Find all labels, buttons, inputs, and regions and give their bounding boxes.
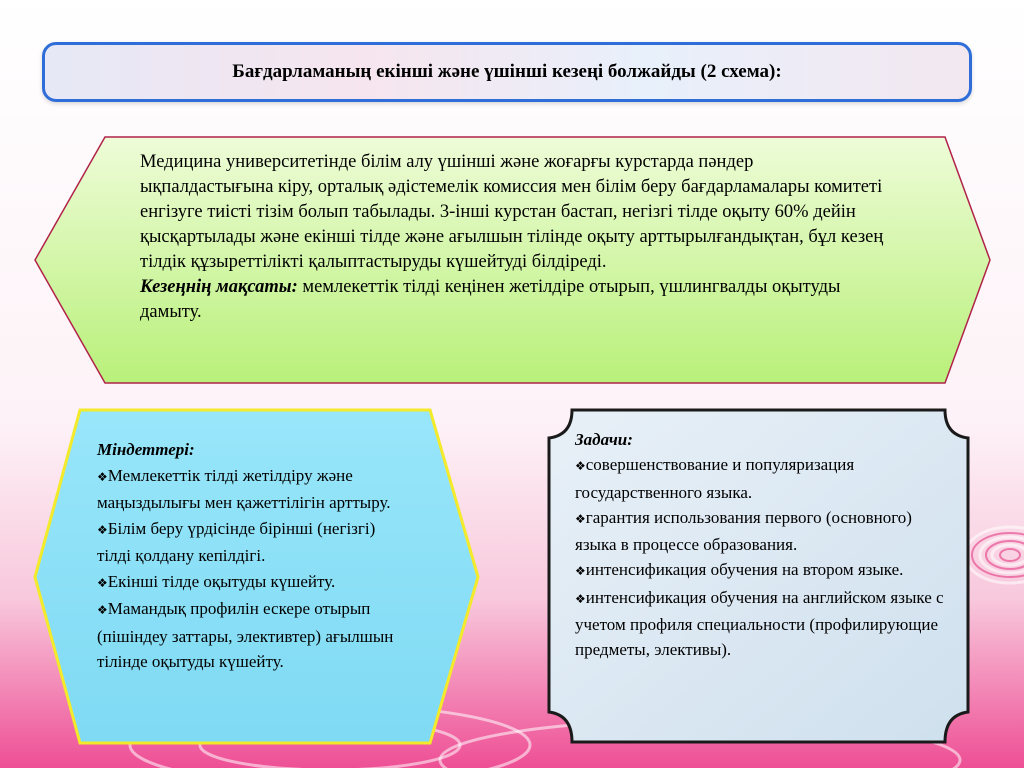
diamond-bullet-icon: ❖ [575, 564, 586, 579]
tasks-ru-block [575, 427, 945, 663]
list-item-text: Мемлекеттік тілді жетілдіру және маңыздылығы мен қажеттілігін арттыру. [97, 465, 391, 512]
tasks-ru-heading: Задачи: [575, 430, 633, 449]
goal-label: Кезеңнің мақсаты: [140, 277, 298, 297]
tasks-kz-block [97, 437, 397, 675]
list-item [97, 596, 397, 675]
diamond-bullet-icon: ❖ [97, 522, 108, 537]
list-item [575, 557, 945, 584]
stage-description: Медицина университетінде білім алу үшінші және жоғарғы курстарда пәндер ықпалдастығына кіру, орталық әдістемелік комиссия мен білім беру бағдарламалары комитеті енгізуге тиісті тізім болып табылады. 3-інші курстан бастап, негізгі тілде оқыту 60% дейін қысқартылады және екінші тілде және ағылшын тілінде оқыту арттырылғандықтан, бұл кезең тілдік құзыреттілікті қалыптастыруды күшейтуді білдіреді. [140, 152, 884, 272]
list-item [575, 452, 945, 505]
list-item-text: Білім беру үрдісінде бірінші (негізгі) тілді қолдану кепілдігі. [97, 518, 376, 565]
list-item-text: интенсификация обучения на втором языке. [585, 560, 904, 580]
goal-text: мемлекеттік тілді кеңінен жетілдіре отырып, үшлингвалды оқытуды дамыту. [140, 277, 841, 322]
list-item-text: совершенствование и популяризация государственного языка. [575, 455, 855, 502]
green-block-text [140, 150, 885, 325]
list-item [575, 585, 945, 663]
diamond-bullet-icon: ❖ [97, 575, 108, 590]
diamond-bullet-icon: ❖ [575, 511, 586, 526]
list-item [575, 505, 945, 558]
diamond-bullet-icon: ❖ [97, 603, 108, 617]
page-title: Бағдарламаның екінші және үшінші кезеңі болжайды (2 схема): [232, 61, 782, 82]
list-item-text: Екінші тілде оқытуды күшейту. [107, 571, 336, 591]
list-item-text: интенсификация обучения на английском языке с учетом профиля специальности (профилирующие предметы, элективы). [575, 587, 944, 660]
diamond-bullet-icon: ❖ [575, 591, 586, 606]
list-item [97, 463, 397, 516]
tasks-kz-heading: Міндеттері: [97, 440, 195, 459]
list-item-text: Мамандық профилін ескере отырып (пішіндеу заттары, элективтер) ағылшын тілінде оқытуды күшейту. [97, 599, 394, 671]
diamond-bullet-icon: ❖ [97, 469, 108, 484]
diamond-bullet-icon: ❖ [575, 459, 586, 474]
stage-goal [140, 275, 885, 325]
list-item-text: гарантия использования первого (основного) языка в процессе образования. [575, 507, 912, 555]
list-item [97, 569, 397, 597]
list-item [97, 516, 397, 569]
